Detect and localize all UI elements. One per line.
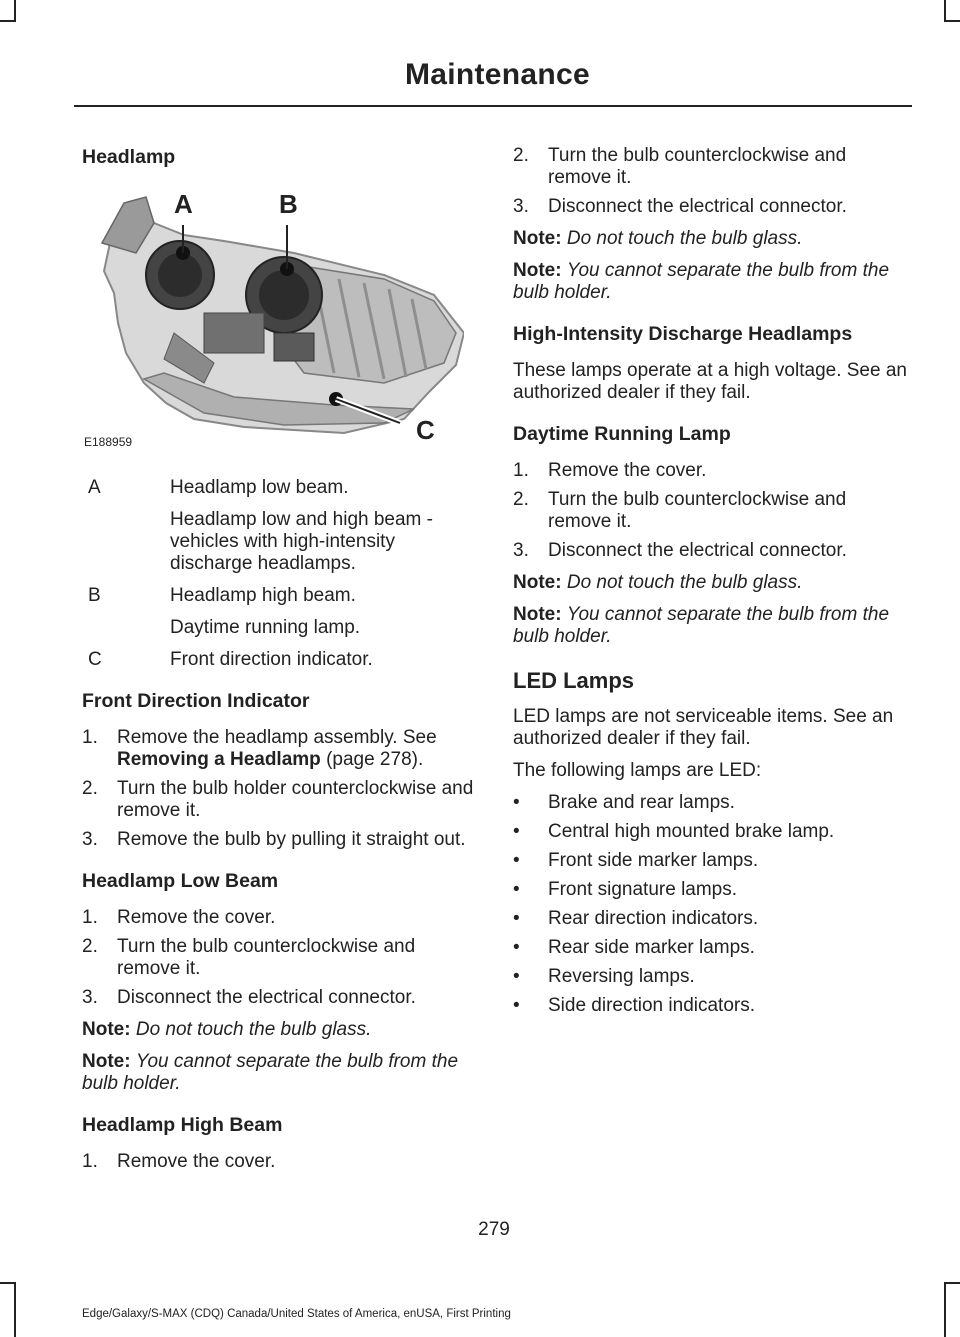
front-indicator-heading: Front Direction Indicator	[82, 690, 310, 712]
crop-mark-bottom-left-h	[0, 1282, 16, 1284]
list-item-text: Rear direction indicators.	[548, 908, 759, 929]
note-text: You cannot separate the bulb from the bulb holder.	[82, 1051, 459, 1094]
legend-row-a	[82, 477, 477, 575]
crop-mark-top-left-v	[14, 0, 16, 22]
step-text: Turn the bulb counterclockwise and remove it.	[548, 145, 847, 188]
list-item	[513, 792, 911, 814]
crop-mark-bottom-left-v	[14, 1282, 16, 1337]
step-text: Turn the bulb holder counterclockwise and remove it.	[117, 778, 474, 821]
step-number: 3.	[513, 540, 529, 561]
list-item	[513, 908, 911, 930]
note-label: Note:	[513, 228, 562, 249]
list-item	[82, 936, 477, 980]
note-label: Note:	[82, 1019, 131, 1040]
step-number: 3.	[82, 987, 98, 1008]
list-item-text: Brake and rear lamps.	[548, 792, 735, 813]
list-item-text: Front side marker lamps.	[548, 850, 759, 871]
list-item-text: Reversing lamps.	[548, 966, 695, 987]
note	[513, 604, 911, 648]
step-number: 2.	[513, 489, 529, 510]
note-text: Do not touch the bulb glass.	[566, 228, 803, 249]
crop-mark-top-right-h	[944, 20, 960, 22]
list-item	[82, 907, 477, 929]
list-item	[513, 966, 911, 988]
legend-key: C	[88, 649, 102, 670]
crop-mark-top-right-v	[944, 0, 946, 22]
step-number: 3.	[82, 829, 98, 850]
step-number: 2.	[82, 778, 98, 799]
callout-a: A	[174, 189, 193, 219]
step-text: Remove the cover.	[117, 907, 276, 928]
list-item	[82, 778, 477, 822]
note	[513, 572, 911, 594]
footer-text: Edge/Galaxy/S-MAX (CDQ) Canada/United States of America, enUSA, First Printing	[82, 1308, 511, 1320]
led-text: LED lamps are not serviceable items. See an authorized dealer if they fail.	[513, 706, 894, 749]
drl-steps	[513, 460, 911, 562]
list-item	[513, 995, 911, 1017]
list-item	[513, 821, 911, 843]
legend-key: A	[88, 477, 101, 498]
list-item-text: Side direction indicators.	[548, 995, 755, 1016]
legend-row-c	[82, 649, 477, 671]
headlamp-heading: Headlamp	[82, 146, 176, 168]
step-number: 1.	[82, 1151, 98, 1172]
step-text: Remove the cover.	[548, 460, 707, 481]
crop-mark-bottom-right-v	[944, 1282, 946, 1337]
list-item	[82, 1151, 477, 1173]
legend-text: Daytime running lamp.	[170, 617, 361, 638]
figure-code: E188959	[84, 435, 133, 449]
step-text: Disconnect the electrical connector.	[117, 987, 416, 1008]
note-label: Note:	[513, 572, 562, 593]
header-rule	[74, 105, 912, 107]
high-beam-steps-continued	[513, 145, 911, 218]
list-item	[82, 727, 477, 771]
list-item	[513, 879, 911, 901]
led-heading: LED Lamps	[513, 668, 635, 693]
crop-mark-bottom-right-h	[944, 1282, 960, 1284]
note-text: You cannot separate the bulb from the bulb holder.	[513, 604, 890, 647]
cross-reference-link[interactable]: Removing a Headlamp	[117, 749, 321, 770]
list-item	[513, 460, 911, 482]
step-text: Remove the bulb by pulling it straight out.	[117, 829, 466, 850]
note	[513, 228, 911, 250]
hid-heading: High-Intensity Discharge Headlamps	[513, 323, 853, 345]
list-item	[513, 540, 911, 562]
high-beam-heading: Headlamp High Beam	[82, 1114, 283, 1136]
led-intro: The following lamps are LED:	[513, 760, 762, 781]
list-item	[513, 145, 911, 189]
step-number: 1.	[82, 727, 98, 748]
headlamp-illustration	[84, 183, 464, 455]
bullet: •	[513, 879, 520, 900]
step-text: Remove the cover.	[117, 1151, 276, 1172]
low-beam-steps	[82, 907, 477, 1009]
note-text: Do not touch the bulb glass.	[135, 1019, 372, 1040]
callout-c: C	[416, 415, 435, 445]
legend-text: Headlamp high beam.	[170, 585, 356, 606]
page-header-title: Maintenance	[404, 58, 590, 91]
high-beam-steps	[82, 1151, 477, 1173]
bullet: •	[513, 995, 520, 1016]
list-item	[82, 987, 477, 1009]
note	[513, 260, 911, 304]
step-text: Remove the headlamp assembly. See	[117, 727, 437, 748]
bullet: •	[513, 966, 520, 987]
list-item	[513, 937, 911, 959]
note-text: You cannot separate the bulb from the bulb holder.	[513, 260, 890, 303]
list-item-text: Central high mounted brake lamp.	[548, 821, 835, 842]
led-lamp-list	[513, 792, 911, 1017]
legend-row-b	[82, 585, 477, 639]
step-number: 3.	[513, 196, 529, 217]
step-text: Disconnect the electrical connector.	[548, 540, 847, 561]
bullet: •	[513, 792, 520, 813]
bullet: •	[513, 937, 520, 958]
step-number: 2.	[513, 145, 529, 166]
legend-key: B	[88, 585, 101, 606]
bullet: •	[513, 821, 520, 842]
step-number: 1.	[82, 907, 98, 928]
page-number: 279	[478, 1219, 510, 1240]
bullet: •	[513, 908, 520, 929]
legend-text: Headlamp low beam.	[170, 477, 349, 498]
note	[82, 1019, 477, 1041]
step-number: 2.	[82, 936, 98, 957]
crop-mark-top-left-h	[0, 20, 16, 22]
callout-b: B	[279, 189, 298, 219]
legend-text: Front direction indicator.	[170, 649, 373, 670]
bullet: •	[513, 850, 520, 871]
step-number: 1.	[513, 460, 529, 481]
front-indicator-steps	[82, 727, 477, 851]
note-label: Note:	[513, 604, 562, 625]
left-column	[82, 145, 477, 1183]
step-text: Turn the bulb counterclockwise and remove it.	[117, 936, 416, 979]
headlamp-figure	[84, 183, 464, 455]
list-item	[513, 850, 911, 872]
step-text: Turn the bulb counterclockwise and remove it.	[548, 489, 847, 532]
note-label: Note:	[82, 1051, 131, 1072]
note-text: Do not touch the bulb glass.	[566, 572, 803, 593]
list-item	[513, 196, 911, 218]
figure-legend	[82, 477, 477, 671]
list-item	[82, 829, 477, 851]
step-text: Disconnect the electrical connector.	[548, 196, 847, 217]
list-item-text: Front signature lamps.	[548, 879, 738, 900]
note	[82, 1051, 477, 1095]
hid-text: These lamps operate at a high voltage. See an authorized dealer if they fail.	[513, 360, 907, 403]
low-beam-heading: Headlamp Low Beam	[82, 870, 279, 892]
page-reference: (page 278).	[326, 749, 424, 770]
list-item-text: Rear side marker lamps.	[548, 937, 755, 958]
list-item	[513, 489, 911, 533]
drl-heading: Daytime Running Lamp	[513, 423, 731, 445]
note-label: Note:	[513, 260, 562, 281]
legend-text: Headlamp low and high beam - vehicles with high-intensity discharge headlamps.	[170, 509, 433, 574]
right-column	[513, 145, 911, 1027]
